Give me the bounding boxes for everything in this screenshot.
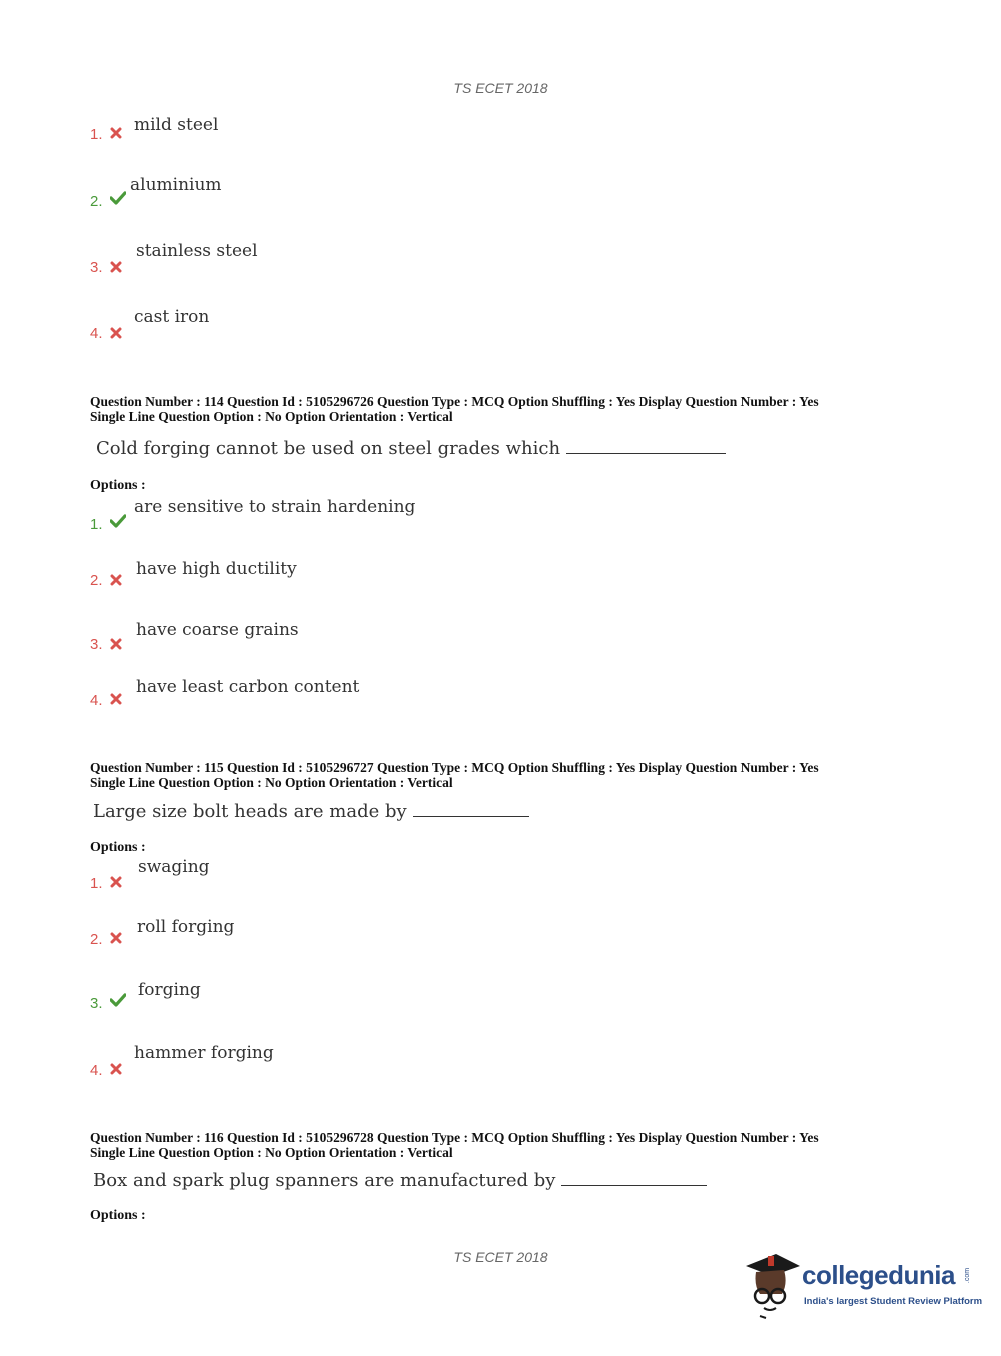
question-text-body: Box and spark plug spanners are manufactured by [93,1170,556,1191]
page-header: TS ECET 2018 [453,80,548,96]
question-meta-line1: Question Number : 116 Question Id : 5105296728 Question Type : MCQ Option Shuffling : Yes Display Question Number : Yes [90,1130,819,1145]
option-item [90,559,690,602]
cross-icon [110,324,122,343]
option-item [90,175,690,218]
option-number: 2. [90,572,103,589]
option-text: are sensitive to strain hardening [134,497,416,517]
option-number: 2. [90,931,103,948]
option-item [90,497,690,540]
option-text: forging [138,980,201,1000]
option-item [90,980,690,1023]
question-meta [90,394,910,424]
option-item [90,857,690,900]
options-label: Options : [90,478,146,493]
cross-icon [110,635,122,654]
mascot-graduation-cap-icon [742,1250,802,1324]
answer-blank [561,1169,707,1186]
option-item [90,917,690,960]
option-number: 1. [90,875,103,892]
question-text-body: Large size bolt heads are made by [93,801,407,822]
option-text: have coarse grains [136,620,299,640]
option-text: cast iron [134,307,210,327]
page-footer: TS ECET 2018 [453,1249,548,1265]
option-text: roll forging [137,917,235,937]
answer-blank [413,800,529,817]
question-meta-line1: Question Number : 114 Question Id : 5105296726 Question Type : MCQ Option Shuffling : Yes Display Question Number : Yes [90,394,819,409]
option-number: 2. [90,193,103,210]
cross-icon [110,258,122,277]
option-number: 3. [90,995,103,1012]
cross-icon [110,1060,122,1079]
option-number: 4. [90,1062,103,1079]
question-meta-line1: Question Number : 115 Question Id : 5105296727 Question Type : MCQ Option Shuffling : Yes Display Question Number : Yes [90,760,819,775]
cross-icon [110,929,122,948]
option-item [90,620,690,663]
question-text [93,1169,707,1191]
question-meta-line2: Single Line Question Option : No Option Orientation : Vertical [90,1145,453,1160]
check-icon [110,190,126,209]
option-item [90,241,690,284]
answer-blank [566,437,726,454]
option-text: have least carbon content [136,677,360,697]
option-number: 1. [90,516,103,533]
question-meta [90,760,910,790]
option-text: aluminium [130,175,222,195]
option-number: 4. [90,692,103,709]
question-meta-line2: Single Line Question Option : No Option Orientation : Vertical [90,409,453,424]
question-text [96,437,726,459]
check-icon [110,992,126,1011]
option-item [90,307,690,350]
option-item [90,677,690,720]
option-item [90,1043,690,1086]
option-text: hammer forging [134,1043,274,1063]
option-number: 1. [90,126,103,143]
option-number: 3. [90,259,103,276]
collegedunia-logo [742,1250,983,1320]
logo-domain-suffix: .com [964,1267,972,1284]
cross-icon [110,571,122,590]
cross-icon [110,873,122,892]
question-meta-line2: Single Line Question Option : No Option Orientation : Vertical [90,775,453,790]
option-text: swaging [138,857,210,877]
question-meta [90,1130,910,1160]
question-text-body: Cold forging cannot be used on steel grades which [96,438,561,459]
options-label: Options : [90,840,146,855]
check-icon [110,513,126,532]
cross-icon [110,124,122,143]
logo-wordmark: collegedunia [802,1260,955,1290]
option-text: mild steel [134,115,219,135]
option-text: stainless steel [136,241,258,261]
option-item [90,115,690,158]
option-number: 3. [90,636,103,653]
option-text: have high ductility [136,559,297,579]
option-number: 4. [90,325,103,342]
options-label: Options : [90,1208,146,1223]
question-text [93,800,529,822]
logo-tagline: India's largest Student Review Platform [804,1296,983,1307]
cross-icon [110,690,122,709]
